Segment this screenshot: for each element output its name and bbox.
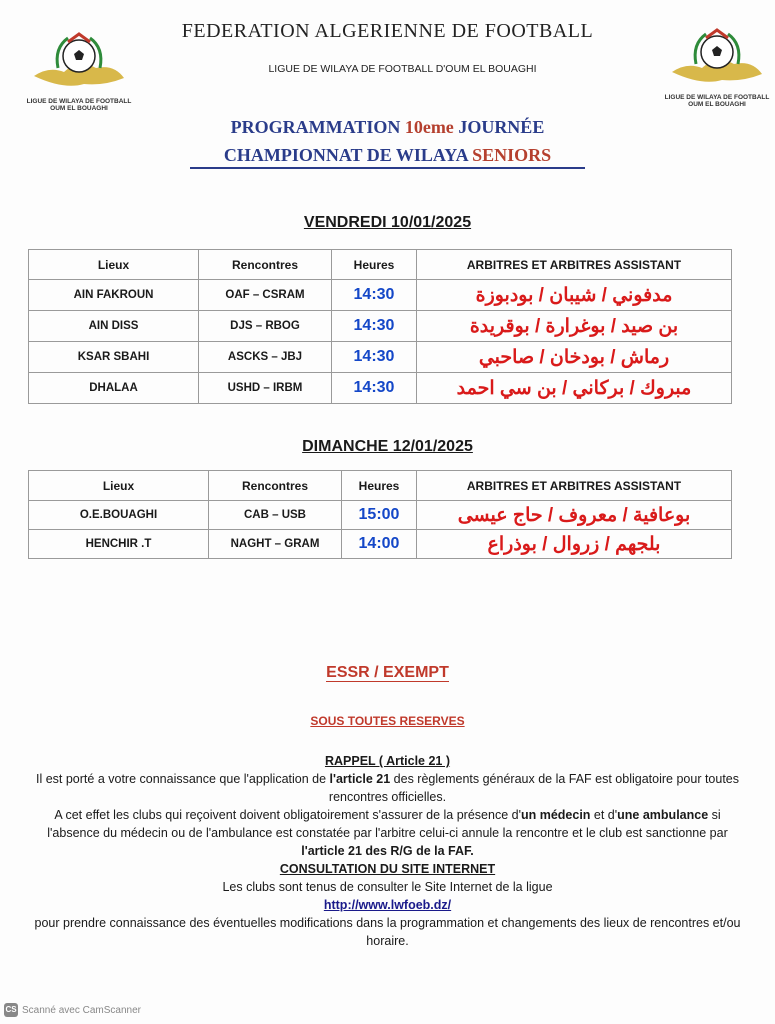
program-title-line1: PROGRAMMATION 10eme JOURNÉE <box>230 117 545 137</box>
header-heures: Heures <box>342 471 417 501</box>
time-cell: 14:00 <box>342 530 417 559</box>
rappel-paragraph-1: Il est porté a votre connaissance que l'application de l'article 21 des règlements généraux de la FAF est obligatoire pour toutes rencontres officielles. <box>35 772 740 804</box>
match-cell: NAGHT – GRAM <box>209 530 342 559</box>
match-cell: CAB – USB <box>209 501 342 530</box>
header-heures: Heures <box>332 250 417 280</box>
program-title-line2: CHAMPIONNAT DE WILAYA SENIORS <box>223 145 552 165</box>
referees-cell: بن صيد / بوغرارة / بوقريدة <box>417 311 732 342</box>
referees-cell: مبروك / بركاني / بن سي احمد <box>417 373 732 404</box>
venue-cell: KSAR SBAHI <box>29 342 199 373</box>
reserve-notice: SOUS TOUTES RESERVES <box>310 714 465 728</box>
scanner-text: Scanné avec CamScanner <box>22 1004 141 1016</box>
table-row <box>29 342 732 373</box>
logo-caption: LIGUE DE WILAYA DE FOOTBALL OUM EL BOUAGHI <box>664 94 770 108</box>
rappel-section <box>30 752 745 950</box>
logo-caption: LIGUE DE WILAYA DE FOOTBALL OUM EL BOUAGHI <box>26 98 132 112</box>
venue-cell: HENCHIR .T <box>29 530 209 559</box>
header-arbitres: ARBITRES ET ARBITRES ASSISTANT <box>417 250 732 280</box>
table-row <box>29 501 732 530</box>
table-header-row <box>29 471 732 501</box>
table-row <box>29 311 732 342</box>
fixtures-table-day1 <box>28 249 732 404</box>
header-rencontres: Rencontres <box>209 471 342 501</box>
time-cell: 14:30 <box>332 342 417 373</box>
referees-cell: رماش / بودخان / صاحبي <box>417 342 732 373</box>
consultation-text: Les clubs sont tenus de consulter le Site Internet de la ligue <box>222 880 553 894</box>
time-cell: 14:30 <box>332 373 417 404</box>
header-lieux: Lieux <box>29 250 199 280</box>
header-rencontres: Rencontres <box>199 250 332 280</box>
referees-cell: مدفوني / شيبان / بودبوزة <box>417 280 732 311</box>
referees-cell: بلجهم / زروال / بوذراع <box>417 530 732 559</box>
day2-heading: DIMANCHE 12/01/2025 <box>302 438 473 455</box>
header-lieux: Lieux <box>29 471 209 501</box>
consultation-title: CONSULTATION DU SITE INTERNET <box>279 862 496 876</box>
match-cell: ASCKS – JBJ <box>199 342 332 373</box>
league-website-link[interactable]: http://www.lwfoeb.dz/ <box>323 898 452 912</box>
venue-cell: AIN DISS <box>29 311 199 342</box>
table-row <box>29 530 732 559</box>
day1-heading: VENDREDI 10/01/2025 <box>303 214 472 231</box>
table-row <box>29 280 732 311</box>
match-cell: DJS – RBOG <box>199 311 332 342</box>
match-cell: OAF – CSRAM <box>199 280 332 311</box>
match-cell: USHD – IRBM <box>199 373 332 404</box>
time-cell: 14:30 <box>332 311 417 342</box>
table-header-row <box>29 250 732 280</box>
title-underline <box>190 167 585 169</box>
rappel-paragraph-2: A cet effet les clubs qui reçoivent doivent obligatoirement s'assurer de la présence d'un médecin et d'une ambulance si l'absence du médecin ou de l'ambulance est constatée par l'arbitre celui-ci annule la rencontre et le club est sanctionne par l'article 21 des R/G de la FAF. <box>47 808 728 858</box>
scanner-watermark <box>4 1003 141 1017</box>
header-arbitres: ARBITRES ET ARBITRES ASSISTANT <box>417 471 732 501</box>
exempt-notice: ESSR / EXEMPT <box>326 664 449 681</box>
camscanner-icon: CS <box>4 1003 18 1017</box>
fixtures-table-day2 <box>28 470 732 559</box>
referees-cell: بوعافية / معروف / حاج عيسى <box>417 501 732 530</box>
consultation-text-2: pour prendre connaissance des éventuelles modifications dans la programmation et changements des lieux de rencontres et/ou horaire. <box>34 916 741 948</box>
venue-cell: DHALAA <box>29 373 199 404</box>
venue-cell: O.E.BOUAGHI <box>29 501 209 530</box>
rappel-title: RAPPEL ( Article 21 ) <box>324 754 451 768</box>
federation-title: FEDERATION ALGERIENNE DE FOOTBALL <box>181 20 594 42</box>
venue-cell: AIN FAKROUN <box>29 280 199 311</box>
table-row <box>29 373 732 404</box>
time-cell: 15:00 <box>342 501 417 530</box>
league-subtitle: LIGUE DE WILAYA DE FOOTBALL D'OUM EL BOUAGHI <box>268 63 537 75</box>
time-cell: 14:30 <box>332 280 417 311</box>
